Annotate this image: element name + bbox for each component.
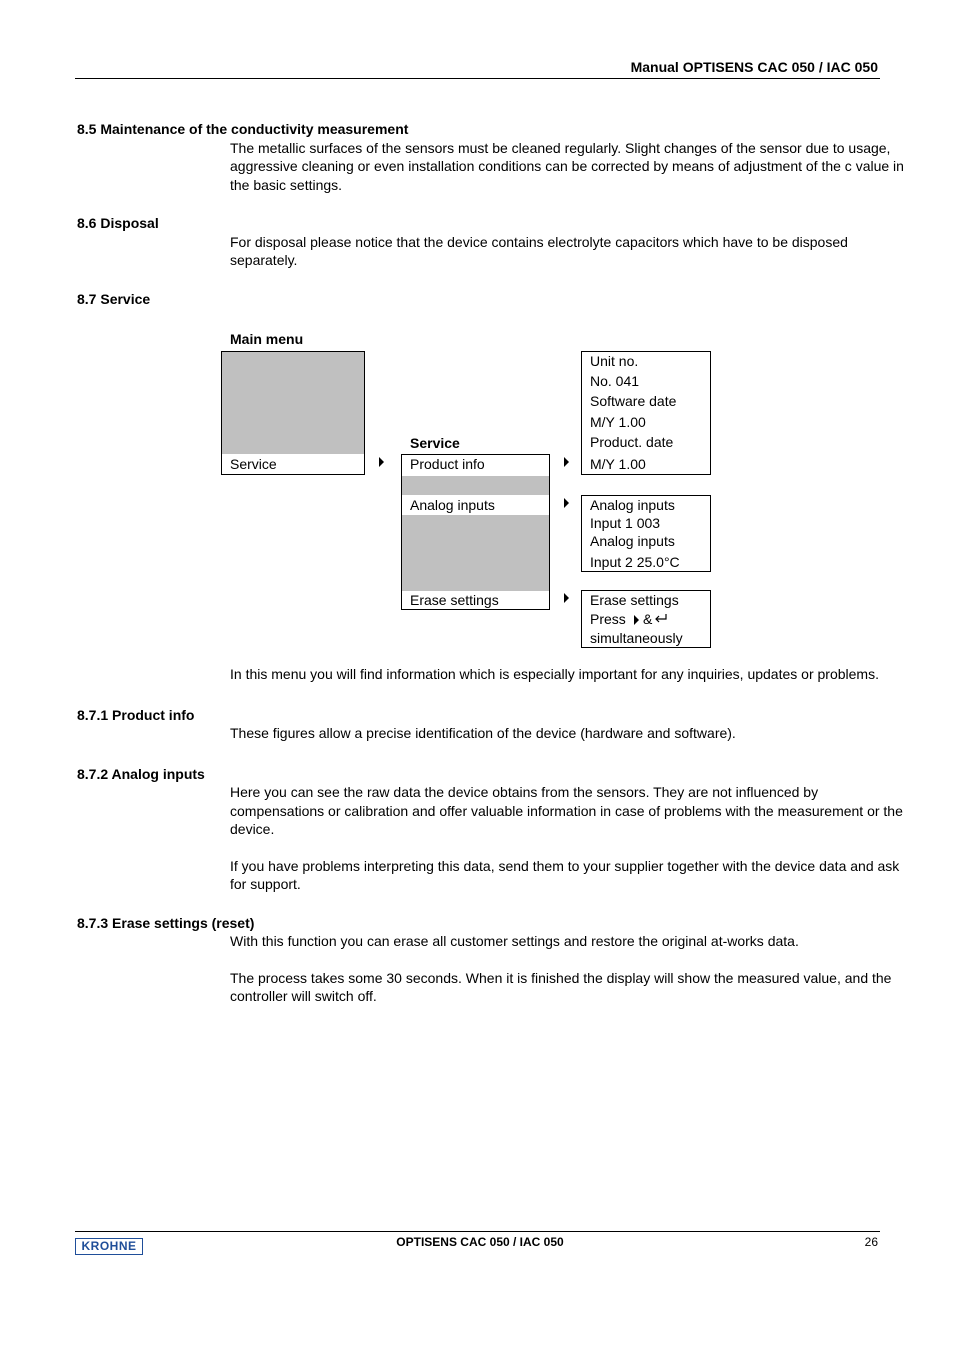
header-rule	[75, 78, 880, 79]
erase-line: simultaneously	[590, 630, 683, 646]
analog-inputs-display	[581, 495, 711, 572]
service-item-erase-settings: Erase settings	[410, 592, 499, 608]
main-menu-hidden-items	[222, 352, 364, 454]
paragraph-8-6-line1: For disposal please notice that the device contains electrolyte capacitors which have to be disposed	[230, 234, 848, 250]
service-item-analog-inputs: Analog inputs	[410, 497, 495, 513]
paragraph-8-7: In this menu you will find information which is especially important for any inquiries, updates or problems.	[230, 666, 879, 682]
section-heading-8-7: 8.7 Service	[77, 291, 151, 307]
paragraph-8-7-2-line4: If you have problems interpreting this data, send them to your supplier together with the device data and ask	[230, 858, 900, 874]
paragraph-8-7-2-line2: compensations or calibration and offer valuable information in case of problems with the measurement or the	[230, 803, 903, 819]
service-grey-gap-1	[402, 476, 549, 495]
analog-line: Analog inputs	[590, 497, 675, 513]
arrow-right-icon	[564, 593, 569, 603]
arrow-right-icon	[379, 457, 384, 467]
page-number: 26	[864, 1235, 878, 1249]
main-menu-item-service: Service	[230, 456, 277, 472]
product-info-line: No. 041	[590, 373, 640, 389]
paragraph-8-7-2-line5: for support.	[230, 876, 301, 892]
product-info-line: M/Y 1.00	[590, 456, 646, 472]
footer-rule	[75, 1231, 880, 1232]
main-menu-box	[221, 351, 365, 475]
analog-line: Input 1 003	[590, 515, 661, 531]
arrow-right-icon	[634, 615, 639, 625]
service-menu-box	[401, 454, 550, 610]
service-title: Service	[410, 435, 460, 451]
product-info-line: Unit no.	[590, 353, 639, 369]
paragraph-8-5-line3: the basic settings.	[230, 177, 343, 193]
erase-press-label: Press	[590, 611, 626, 627]
product-info-line: Product. date	[590, 434, 674, 450]
service-grey-gap-2	[402, 515, 549, 591]
section-heading-8-6: 8.6 Disposal	[77, 215, 159, 231]
paragraph-8-7-3-line2: The process takes some 30 seconds. When it is finished the display will show the measured value, and the	[230, 970, 892, 986]
service-item-product-info: Product info	[410, 456, 485, 472]
footer-title: OPTISENS CAC 050 / IAC 050	[396, 1235, 564, 1249]
main-menu-title: Main menu	[230, 331, 304, 347]
erase-settings-display	[581, 590, 711, 648]
product-info-line: M/Y 1.00	[590, 414, 646, 430]
paragraph-8-6-line2: separately.	[230, 252, 298, 268]
arrow-right-icon	[564, 498, 569, 508]
krohne-logo-text: KROHNE	[81, 1239, 137, 1253]
section-heading-8-7-1: 8.7.1 Product info	[77, 707, 195, 723]
section-heading-8-7-3: 8.7.3 Erase settings (reset)	[77, 915, 255, 931]
section-heading-8-7-2: 8.7.2 Analog inputs	[77, 766, 205, 782]
product-info-line: Software date	[590, 393, 677, 409]
paragraph-8-7-2-line1: Here you can see the raw data the device obtains from the sensors. They are not influenced by	[230, 784, 819, 800]
paragraph-8-7-3-line3: controller will switch off.	[230, 988, 377, 1004]
erase-line: Erase settings	[590, 592, 679, 608]
paragraph-8-7-2-line3: device.	[230, 821, 275, 837]
section-heading-8-5: 8.5 Maintenance of the conductivity measurement	[77, 121, 409, 137]
erase-ampersand: &	[643, 611, 653, 627]
analog-line: Input 2 25.0°C	[590, 554, 680, 570]
paragraph-8-7-1: These figures allow a precise identification of the device (hardware and software).	[230, 725, 736, 741]
arrow-right-icon	[564, 457, 569, 467]
enter-return-icon	[654, 613, 668, 624]
paragraph-8-5-line1: The metallic surfaces of the sensors must be cleaned regularly. Slight changes of the sensor due to usage,	[230, 140, 891, 156]
krohne-logo	[75, 1238, 143, 1255]
product-info-display	[581, 351, 711, 475]
paragraph-8-5-line2: aggressive cleaning or even installation conditions can be corrected by means of adjustment of the c value in	[230, 158, 904, 174]
analog-line: Analog inputs	[590, 533, 675, 549]
header-title: Manual OPTISENS CAC 050 / IAC 050	[630, 59, 878, 75]
paragraph-8-7-3-line1: With this function you can erase all customer settings and restore the original at-works data.	[230, 933, 799, 949]
